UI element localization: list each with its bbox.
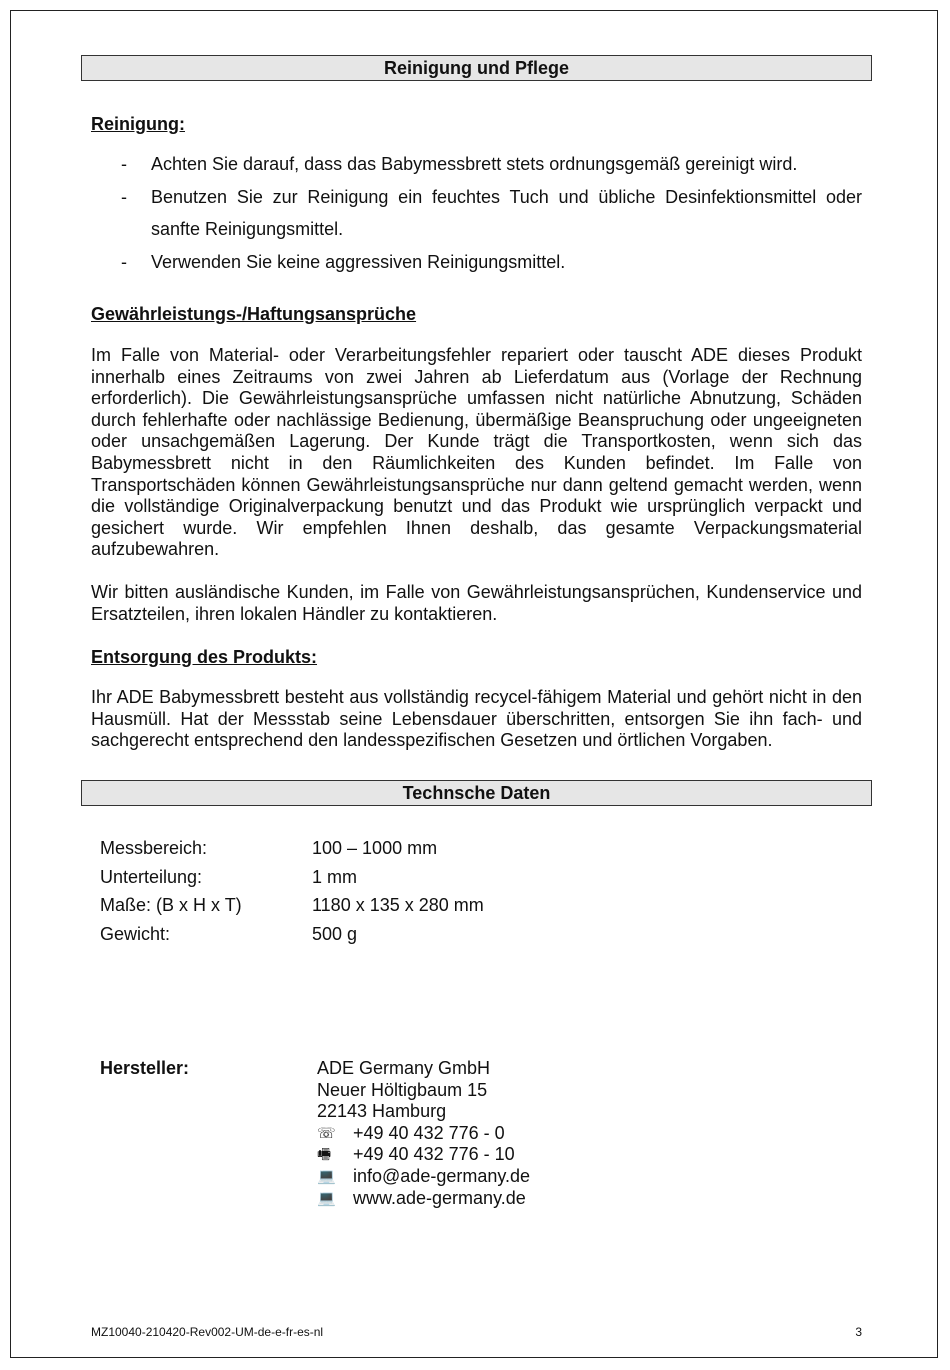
footer-page-number: 3 (855, 1325, 862, 1339)
bullet-text: Benutzen Sie zur Reinigung ein feuchtes Tuch und übliche Desinfektionsmittel oder sanfte Reinigungsmittel. (151, 186, 862, 239)
table-row (100, 920, 484, 949)
city: 22143 Hamburg (317, 1101, 447, 1122)
bullet-text: Achten Sie darauf, dass das Babymessbrett stets ordnungsgemäß gereinigt wird. (151, 154, 798, 174)
telephone-icon: ☏ (317, 1123, 336, 1142)
heading-warranty: Gewährleistungs-/Haftungsansprüche (91, 304, 417, 324)
heading-disposal: Entsorgung des Produkts: (91, 647, 318, 667)
manufacturer-address (317, 1058, 530, 1209)
email-address[interactable]: info@ade-germany.de (353, 1165, 531, 1186)
footer-document-id: MZ10040-210420-Rev002-UM-de-e-fr-es-nl (91, 1325, 324, 1339)
list-item (91, 181, 862, 246)
list-item (91, 246, 862, 279)
company-name: ADE Germany GmbH (317, 1058, 491, 1078)
disposal-paragraph: Ihr ADE Babymessbrett besteht aus vollständig recycel-fähigem Material und gehört nicht in den Hausmüll. Hat der Messstab seine Lebensdauer überschritten, entsorgen Sie ihn fach- und sachgerecht entsprechend den landesspezifischen Gesetzen und örtlichen Vorgaben. (91, 687, 862, 751)
email-row (317, 1166, 530, 1188)
heading-cleaning: Reinigung: (91, 114, 185, 134)
spec-value: 1 mm (312, 866, 357, 887)
fax-number: +49 40 432 776 - 10 (353, 1144, 515, 1165)
table-row (100, 863, 484, 892)
table-row (100, 834, 484, 863)
fax-row (317, 1144, 530, 1166)
warranty-contact-paragraph: Wir bitten ausländische Kunden, im Falle von Gewährleistungsansprüchen, Kundenservice und Ersatzteilen, ihren lokalen Händler zu kontaktieren. (91, 582, 862, 624)
computer-icon: 💻 (317, 1188, 336, 1207)
web-row (317, 1188, 530, 1210)
bullet-dash: - (121, 186, 127, 207)
bullet-dash: - (121, 251, 127, 272)
warranty-paragraph: Im Falle von Material- oder Verarbeitungsfehler repariert oder tauscht ADE dieses Produkt innerhalb eines Zeitraums von zwei Jahren ab Lieferdatum aus (Vorlage der Rechnung erforderlich). Die Gewährleistungsansprüche umfassen nicht natürliche Abnutzung, Schäden durch fehlerhafte oder nachlässige Bedienung, übermäßige Beanspruchung oder ungeeigneten oder unsachgemäßen Lagerung. Der Kunde trägt die Transportkosten, wenn sich das Babymessbrett nicht in den Räumlichkeiten des Kunden befindet. Im Falle von Transportschäden können Gewährleistungsansprüche nur dann geltend gemacht werden, wenn die vollständige Originalverpackung benutzt und das Produkt wie ursprünglich verpackt und gesichert wurde. Wir empfehlen Ihnen deshalb, das gesamte Verpackungsmaterial aufzubewahren. (91, 345, 862, 560)
fax-icon: 🖷 (317, 1145, 332, 1164)
spec-label: Maße: (B x H x T) (100, 895, 242, 915)
table-row (100, 891, 484, 920)
spec-value: 100 – 1000 mm (312, 838, 438, 858)
street: Neuer Höltigbaum 15 (317, 1079, 488, 1100)
spec-value: 1180 x 135 x 280 mm (312, 895, 484, 915)
phone-number: +49 40 432 776 - 0 (353, 1122, 505, 1143)
website-link[interactable]: www.ade-germany.de (353, 1187, 526, 1208)
spec-label: Unterteilung: (100, 866, 203, 887)
spec-label: Gewicht: (100, 923, 171, 944)
spec-value: 500 g (312, 923, 358, 944)
spec-label: Messbereich: (100, 838, 208, 858)
manufacturer-label: Hersteller: (100, 1058, 190, 1078)
section-title-cleaning: Reinigung und Pflege (81, 55, 872, 81)
computer-icon: 💻 (317, 1166, 336, 1185)
phone-row (317, 1123, 530, 1145)
section-title-tech-data: Technsche Daten (81, 780, 872, 806)
cleaning-bullet-list (91, 148, 862, 278)
list-item (91, 148, 862, 181)
bullet-dash: - (121, 154, 127, 174)
tech-spec-table (100, 834, 484, 948)
bullet-text: Verwenden Sie keine aggressiven Reinigungsmittel. (151, 251, 566, 272)
